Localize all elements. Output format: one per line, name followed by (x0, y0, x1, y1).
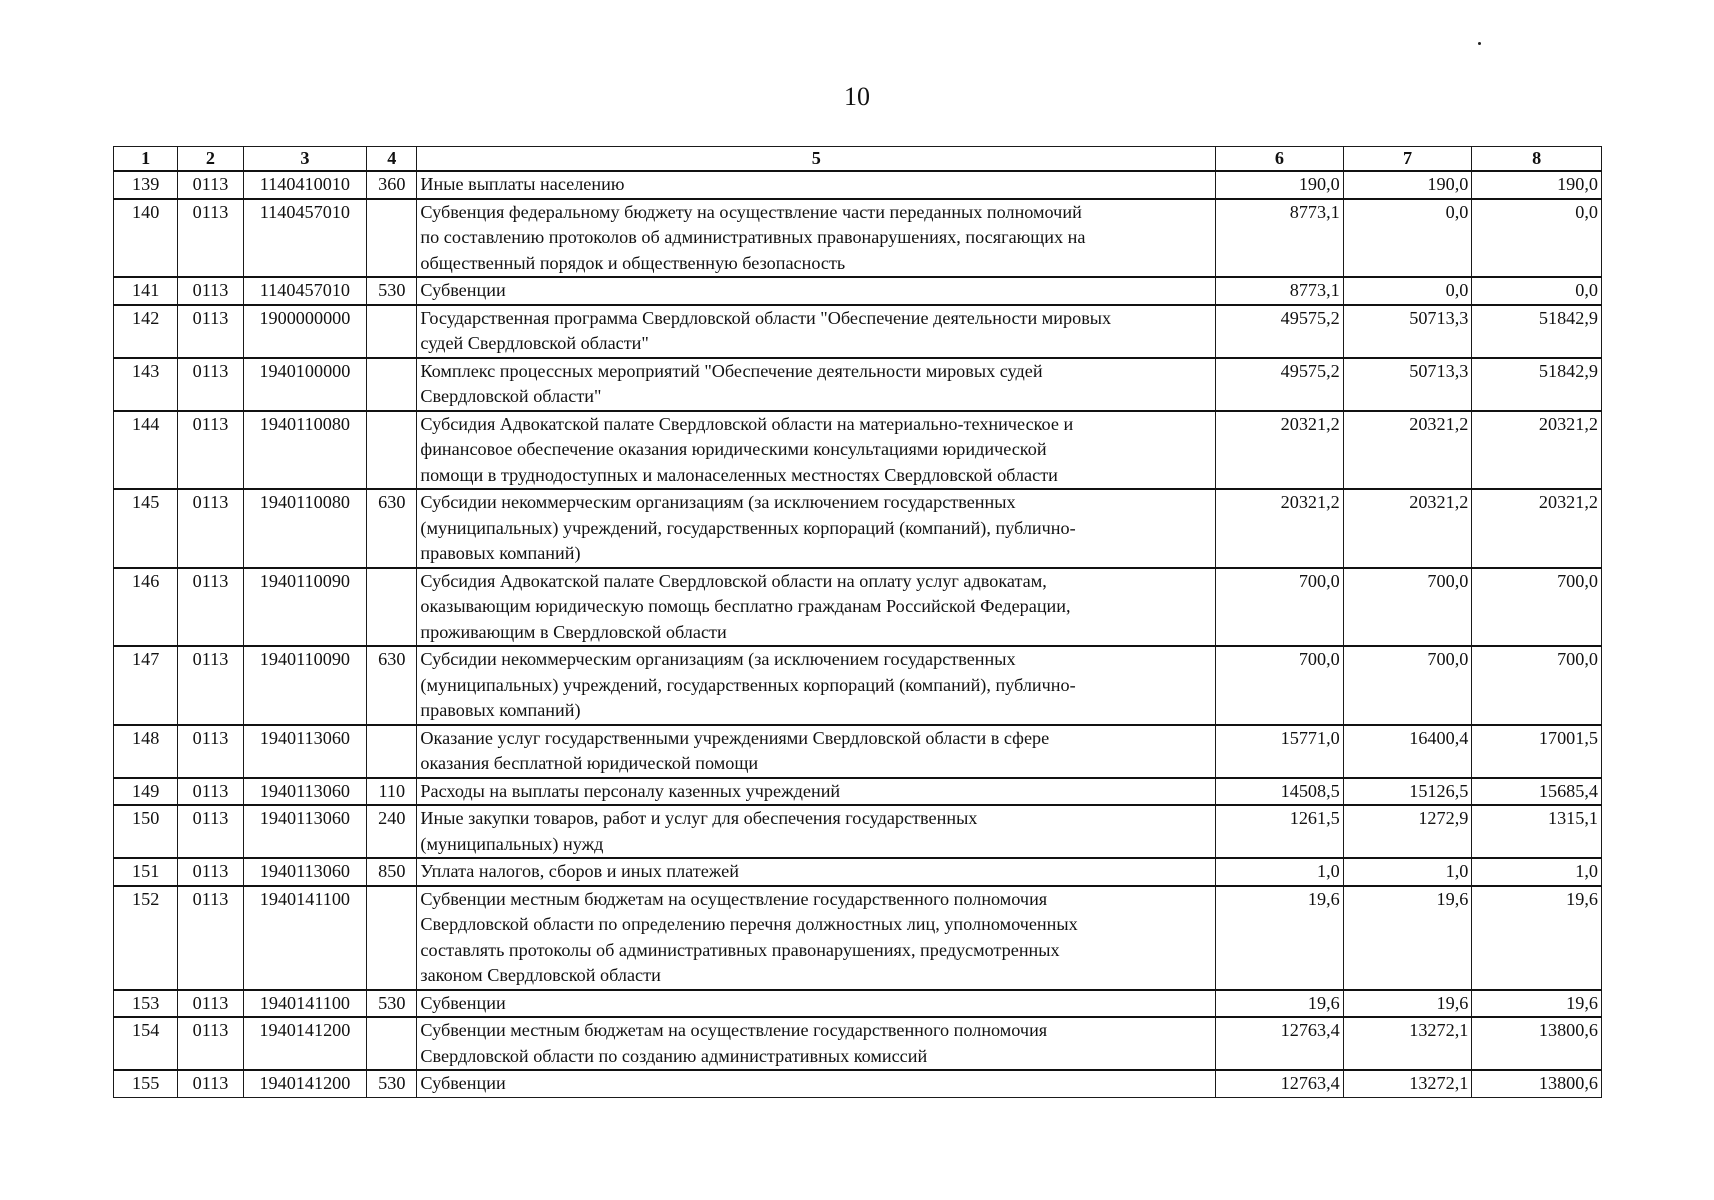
amount-cell-col6: 14508,5 (1216, 778, 1344, 806)
amount-cell-col7: 700,0 (1343, 568, 1472, 647)
expense-type-cell: 110 (367, 778, 417, 806)
row-number-cell: 141 (114, 277, 178, 305)
expense-type-cell: 530 (367, 990, 417, 1018)
section-code-cell: 0113 (178, 489, 243, 568)
expense-type-cell: 530 (367, 1070, 417, 1097)
column-header: 7 (1343, 147, 1472, 172)
row-number-cell: 147 (114, 646, 178, 725)
target-article-cell: 1940100000 (243, 358, 367, 411)
description-cell: Субвенции (417, 990, 1216, 1018)
column-header: 4 (367, 147, 417, 172)
amount-cell-col8: 51842,9 (1472, 358, 1602, 411)
amount-cell-col8: 1,0 (1472, 858, 1602, 886)
section-code-cell: 0113 (178, 1070, 243, 1097)
expense-type-cell (367, 886, 417, 990)
target-article-cell: 1940141200 (243, 1070, 367, 1097)
description-cell: Субсидии некоммерческим организациям (за исключением государственных (муниципальных) учреждений, государственных корпораций (компаний), публично- правовых компаний) (417, 646, 1216, 725)
description-cell: Субвенции (417, 1070, 1216, 1097)
target-article-cell: 1940113060 (243, 858, 367, 886)
expense-type-cell (367, 305, 417, 358)
section-code-cell: 0113 (178, 805, 243, 858)
amount-cell-col7: 50713,3 (1343, 305, 1472, 358)
amount-cell-col6: 20321,2 (1216, 411, 1344, 490)
expense-type-cell (367, 411, 417, 490)
amount-cell-col7: 20321,2 (1343, 489, 1472, 568)
table-row (114, 489, 1602, 568)
description-cell: Иные выплаты населению (417, 171, 1216, 199)
row-number-cell: 145 (114, 489, 178, 568)
amount-cell-col7: 1272,9 (1343, 805, 1472, 858)
table-row (114, 886, 1602, 990)
table-row (114, 805, 1602, 858)
table-row (114, 199, 1602, 278)
table-row (114, 646, 1602, 725)
amount-cell-col7: 20321,2 (1343, 411, 1472, 490)
amount-cell-col7: 13272,1 (1343, 1070, 1472, 1097)
target-article-cell: 1940110080 (243, 411, 367, 490)
amount-cell-col6: 1,0 (1216, 858, 1344, 886)
target-article-cell: 1940110090 (243, 646, 367, 725)
description-cell: Субвенции местным бюджетам на осуществление государственного полномочия Свердловской области по созданию административных комиссий (417, 1017, 1216, 1070)
amount-cell-col7: 13272,1 (1343, 1017, 1472, 1070)
row-number-cell: 143 (114, 358, 178, 411)
expense-type-cell (367, 358, 417, 411)
description-cell: Субсидии некоммерческим организациям (за исключением государственных (муниципальных) учреждений, государственных корпораций (компаний), публично- правовых компаний) (417, 489, 1216, 568)
section-code-cell: 0113 (178, 277, 243, 305)
amount-cell-col7: 700,0 (1343, 646, 1472, 725)
row-number-cell: 153 (114, 990, 178, 1018)
section-code-cell: 0113 (178, 199, 243, 278)
target-article-cell: 1940113060 (243, 778, 367, 806)
description-cell: Субвенции (417, 277, 1216, 305)
amount-cell-col6: 12763,4 (1216, 1017, 1344, 1070)
target-article-cell: 1940141100 (243, 886, 367, 990)
table-header-row (114, 147, 1602, 172)
amount-cell-col8: 0,0 (1472, 199, 1602, 278)
expense-type-cell: 630 (367, 489, 417, 568)
section-code-cell: 0113 (178, 305, 243, 358)
amount-cell-col8: 20321,2 (1472, 411, 1602, 490)
table-row (114, 277, 1602, 305)
description-cell: Расходы на выплаты персоналу казенных учреждений (417, 778, 1216, 806)
page-number: 10 (844, 82, 870, 111)
target-article-cell: 1940110090 (243, 568, 367, 647)
section-code-cell: 0113 (178, 1017, 243, 1070)
amount-cell-col8: 700,0 (1472, 568, 1602, 647)
amount-cell-col6: 8773,1 (1216, 277, 1344, 305)
target-article-cell: 1940113060 (243, 805, 367, 858)
table-row (114, 1070, 1602, 1097)
column-header: 1 (114, 147, 178, 172)
amount-cell-col8: 17001,5 (1472, 725, 1602, 778)
amount-cell-col7: 19,6 (1343, 990, 1472, 1018)
target-article-cell: 1140457010 (243, 199, 367, 278)
section-code-cell: 0113 (178, 778, 243, 806)
section-code-cell: 0113 (178, 171, 243, 199)
target-article-cell: 1940110080 (243, 489, 367, 568)
expense-type-cell: 530 (367, 277, 417, 305)
target-article-cell: 1940141100 (243, 990, 367, 1018)
table-row (114, 990, 1602, 1018)
table-body (114, 171, 1602, 1097)
expense-type-cell: 630 (367, 646, 417, 725)
table-row (114, 725, 1602, 778)
row-number-cell: 149 (114, 778, 178, 806)
description-cell: Субвенция федеральному бюджету на осуществление части переданных полномочий по составлению протоколов об административных правонарушениях, посягающих на общественный порядок и общественную безопасность (417, 199, 1216, 278)
description-cell: Уплата налогов, сборов и иных платежей (417, 858, 1216, 886)
expense-type-cell: 240 (367, 805, 417, 858)
amount-cell-col6: 8773,1 (1216, 199, 1344, 278)
amount-cell-col6: 20321,2 (1216, 489, 1344, 568)
table-row (114, 305, 1602, 358)
amount-cell-col8: 1315,1 (1472, 805, 1602, 858)
amount-cell-col6: 1261,5 (1216, 805, 1344, 858)
row-number-cell: 148 (114, 725, 178, 778)
table-row (114, 778, 1602, 806)
row-number-cell: 150 (114, 805, 178, 858)
section-code-cell: 0113 (178, 568, 243, 647)
column-header: 2 (178, 147, 243, 172)
section-code-cell: 0113 (178, 358, 243, 411)
table-row (114, 568, 1602, 647)
expense-type-cell (367, 199, 417, 278)
amount-cell-col6: 12763,4 (1216, 1070, 1344, 1097)
amount-cell-col7: 50713,3 (1343, 358, 1472, 411)
amount-cell-col8: 190,0 (1472, 171, 1602, 199)
row-number-cell: 142 (114, 305, 178, 358)
description-cell: Государственная программа Свердловской области "Обеспечение деятельности мировых судей Свердловской области" (417, 305, 1216, 358)
amount-cell-col8: 15685,4 (1472, 778, 1602, 806)
table-row (114, 1017, 1602, 1070)
amount-cell-col8: 13800,6 (1472, 1017, 1602, 1070)
amount-cell-col7: 15126,5 (1343, 778, 1472, 806)
table-row (114, 858, 1602, 886)
table-row (114, 171, 1602, 199)
amount-cell-col6: 190,0 (1216, 171, 1344, 199)
column-header: 8 (1472, 147, 1602, 172)
table-row (114, 358, 1602, 411)
section-code-cell: 0113 (178, 646, 243, 725)
target-article-cell: 1900000000 (243, 305, 367, 358)
column-header: 6 (1216, 147, 1344, 172)
amount-cell-col6: 49575,2 (1216, 305, 1344, 358)
amount-cell-col8: 19,6 (1472, 886, 1602, 990)
expense-type-cell (367, 725, 417, 778)
amount-cell-col8: 51842,9 (1472, 305, 1602, 358)
target-article-cell: 1140457010 (243, 277, 367, 305)
description-cell: Субсидия Адвокатской палате Свердловской области на материально-техническое и финансовое обеспечение оказания юридическими консультациями юридической помощи в труднодоступных и малонаселенных местностях Свердловской области (417, 411, 1216, 490)
row-number-cell: 139 (114, 171, 178, 199)
amount-cell-col7: 1,0 (1343, 858, 1472, 886)
row-number-cell: 154 (114, 1017, 178, 1070)
description-cell: Иные закупки товаров, работ и услуг для обеспечения государственных (муниципальных) нужд (417, 805, 1216, 858)
target-article-cell: 1140410010 (243, 171, 367, 199)
amount-cell-col6: 19,6 (1216, 990, 1344, 1018)
description-cell: Оказание услуг государственными учреждениями Свердловской области в сфере оказания бесплатной юридической помощи (417, 725, 1216, 778)
amount-cell-col8: 20321,2 (1472, 489, 1602, 568)
amount-cell-col8: 0,0 (1472, 277, 1602, 305)
amount-cell-col8: 700,0 (1472, 646, 1602, 725)
description-cell: Субвенции местным бюджетам на осуществление государственного полномочия Свердловской области по определению перечня должностных лиц, уполномоченных составлять протоколы об административных правонарушениях, предусмотренных законом Свердловской области (417, 886, 1216, 990)
row-number-cell: 140 (114, 199, 178, 278)
target-article-cell: 1940113060 (243, 725, 367, 778)
amount-cell-col7: 16400,4 (1343, 725, 1472, 778)
column-header: 5 (417, 147, 1216, 172)
expense-type-cell: 850 (367, 858, 417, 886)
amount-cell-col7: 190,0 (1343, 171, 1472, 199)
amount-cell-col7: 19,6 (1343, 886, 1472, 990)
expense-type-cell: 360 (367, 171, 417, 199)
expense-type-cell (367, 1017, 417, 1070)
table-row (114, 411, 1602, 490)
amount-cell-col6: 15771,0 (1216, 725, 1344, 778)
section-code-cell: 0113 (178, 411, 243, 490)
column-header: 3 (243, 147, 367, 172)
row-number-cell: 146 (114, 568, 178, 647)
amount-cell-col6: 700,0 (1216, 646, 1344, 725)
amount-cell-col6: 49575,2 (1216, 358, 1344, 411)
amount-cell-col8: 13800,6 (1472, 1070, 1602, 1097)
scan-dot-mark (1478, 42, 1481, 45)
description-cell: Субсидия Адвокатской палате Свердловской области на оплату услуг адвокатам, оказывающим юридическую помощь бесплатно гражданам Российской Федерации, проживающим в Свердловской области (417, 568, 1216, 647)
row-number-cell: 152 (114, 886, 178, 990)
description-cell: Комплекс процессных мероприятий "Обеспечение деятельности мировых судей Свердловской области" (417, 358, 1216, 411)
budget-table (113, 146, 1602, 1098)
section-code-cell: 0113 (178, 886, 243, 990)
row-number-cell: 151 (114, 858, 178, 886)
amount-cell-col6: 700,0 (1216, 568, 1344, 647)
section-code-cell: 0113 (178, 858, 243, 886)
expense-type-cell (367, 568, 417, 647)
target-article-cell: 1940141200 (243, 1017, 367, 1070)
row-number-cell: 155 (114, 1070, 178, 1097)
amount-cell-col8: 19,6 (1472, 990, 1602, 1018)
row-number-cell: 144 (114, 411, 178, 490)
amount-cell-col6: 19,6 (1216, 886, 1344, 990)
section-code-cell: 0113 (178, 990, 243, 1018)
amount-cell-col7: 0,0 (1343, 277, 1472, 305)
section-code-cell: 0113 (178, 725, 243, 778)
amount-cell-col7: 0,0 (1343, 199, 1472, 278)
